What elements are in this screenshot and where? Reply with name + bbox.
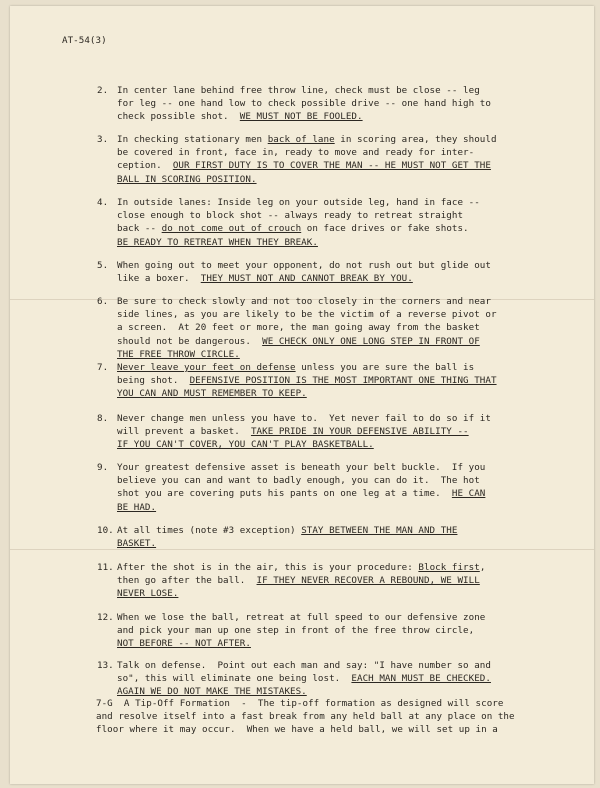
text-line: 7-G A Tip-Off Formation - The tip-off formation as designed will score: [96, 698, 504, 709]
section-7g-paragraph: [96, 697, 556, 737]
point-number: 8.: [97, 413, 109, 424]
text-segment: side lines, as you are likely to be the victim of a reverse pivot or: [117, 309, 497, 321]
point-number: 6.: [97, 296, 109, 307]
text-line: [117, 501, 557, 514]
underlined-text: NEVER LOSE.: [117, 588, 179, 600]
coaching-point: [97, 561, 557, 601]
underlined-text: BASKET.: [117, 538, 157, 550]
text-line: [117, 537, 557, 550]
text-segment: then go after the ball.: [117, 575, 257, 587]
text-line: [117, 348, 557, 361]
coaching-point: [97, 659, 557, 699]
underlined-text: back of lane: [267, 134, 335, 145]
underlined-text: Block first: [418, 562, 480, 573]
text-segment: for leg -- one hand low to check possible drive -- one hand high to: [117, 98, 491, 110]
point-number: 9.: [97, 462, 109, 473]
underlined-text: WE CHECK ONLY ONE LONG STEP IN FRONT OF: [262, 335, 480, 347]
text-segment: on face drives or fake shots.: [301, 223, 469, 235]
text-segment: unless you are sure the ball is: [295, 362, 475, 373]
underlined-text: BALL IN SCORING POSITION.: [117, 173, 257, 185]
text-segment: Never change men unless you have to. Yet never fail to do so if it: [117, 413, 491, 424]
text-line: [117, 487, 557, 500]
text-line: [117, 461, 557, 474]
text-line: [117, 236, 557, 249]
coaching-point: [97, 461, 557, 514]
text-line: [117, 524, 557, 537]
text-line: [117, 624, 557, 637]
text-segment: ception.: [117, 160, 173, 172]
point-number: 3.: [97, 134, 109, 145]
text-line: [117, 110, 557, 123]
text-line: [117, 587, 557, 600]
underlined-text: do not come out of crouch: [161, 223, 302, 235]
underlined-text: HE CAN: [451, 488, 486, 500]
point-number: 7.: [97, 362, 109, 373]
underlined-text: STAY BETWEEN THE MAN AND THE: [301, 525, 458, 536]
text-segment: check possible shot.: [117, 111, 240, 123]
text-line: [117, 97, 557, 110]
text-segment: be covered in front, face in, ready to move and ready for inter-: [117, 147, 475, 159]
text-line: [117, 146, 557, 159]
underlined-text: THEY MUST NOT AND CANNOT BREAK BY YOU.: [200, 273, 413, 285]
point-number: 10.: [97, 525, 114, 536]
text-line: [117, 272, 557, 285]
text-segment: Your greatest defensive asset is beneath your belt buckle. If you: [117, 462, 486, 473]
text-segment: and pick your man up one step in front of the free throw circle,: [117, 625, 475, 637]
text-line: [117, 425, 557, 438]
text-line: floor where it may occur. When we have a held ball, we will set up in a: [96, 724, 498, 736]
point-number: 13.: [97, 660, 114, 671]
text-segment: will prevent a basket.: [117, 426, 251, 438]
underlined-text: Never leave your feet on defense: [117, 362, 296, 373]
text-segment: so", this will eliminate one being lost.: [117, 673, 352, 685]
text-segment: being shot.: [117, 375, 190, 387]
text-line: [117, 84, 557, 97]
text-line: [117, 561, 557, 574]
coaching-point: [97, 361, 557, 401]
text-line: [117, 412, 557, 425]
coaching-point: [97, 196, 557, 249]
text-segment: After the shot is in the air, this is your procedure:: [117, 562, 419, 573]
text-segment: like a boxer.: [117, 273, 201, 285]
coaching-point: [97, 295, 557, 361]
text-line: [117, 672, 557, 685]
text-line: [117, 361, 557, 374]
underlined-text: DEFENSIVE POSITION IS THE MOST IMPORTANT ONE THING THAT: [189, 375, 497, 387]
text-line: [117, 133, 557, 146]
underlined-text: YOU CAN AND MUST REMEMBER TO KEEP.: [117, 388, 307, 400]
coaching-point: [97, 84, 557, 124]
text-line: [117, 438, 557, 451]
text-line: [117, 574, 557, 587]
text-line: and resolve itself into a fast break from any held ball at any place on the: [96, 711, 515, 723]
point-number: 11.: [97, 562, 114, 573]
text-segment: In checking stationary men: [117, 134, 268, 145]
text-line: [117, 196, 557, 209]
coaching-point: [97, 133, 557, 186]
text-line: [117, 159, 557, 172]
text-line: [117, 222, 557, 235]
underlined-text: IF YOU CAN'T COVER, YOU CAN'T PLAY BASKETBALL.: [117, 439, 374, 451]
text-line: [117, 295, 557, 308]
text-line: [117, 611, 557, 624]
underlined-text: BE READY TO RETREAT WHEN THEY BREAK.: [117, 236, 318, 248]
text-segment: shot you are covering puts his pants on one leg at a time.: [117, 488, 452, 500]
text-segment: When we lose the ball, retreat at full speed to our defensive zone: [117, 612, 486, 623]
text-segment: a screen. At 20 feet or more, the man going away from the basket: [117, 322, 480, 334]
coaching-point: [97, 259, 557, 285]
underlined-text: BE HAD.: [117, 501, 157, 513]
text-segment: in scoring area, they should: [334, 134, 497, 145]
text-line: [117, 321, 557, 334]
underlined-text: EACH MAN MUST BE CHECKED.: [351, 673, 491, 685]
coaching-point: [97, 412, 557, 452]
underlined-text: AGAIN WE DO NOT MAKE THE MISTAKES.: [117, 686, 307, 698]
point-number: 5.: [97, 260, 109, 271]
text-segment: At all times (note #3 exception): [117, 525, 302, 536]
text-line: [117, 308, 557, 321]
text-segment: When going out to meet your opponent, do not rush out but glide out: [117, 260, 491, 271]
text-segment: close enough to block shot -- always ready to retreat straight: [117, 210, 464, 222]
point-number: 12.: [97, 612, 114, 623]
text-segment: Talk on defense. Point out each man and say: "I have number so and: [117, 660, 491, 671]
text-segment: In outside lanes: Inside leg on your outside leg, hand in face --: [117, 197, 480, 208]
text-line: [117, 659, 557, 672]
point-number: 2.: [97, 85, 109, 96]
text-line: [117, 335, 557, 348]
text-segment: Be sure to check slowly and not too closely in the corners and near: [117, 296, 491, 307]
text-segment: ,: [479, 562, 486, 573]
text-line: [117, 374, 557, 387]
underlined-text: OUR FIRST DUTY IS TO COVER THE MAN -- HE MUST NOT GET THE: [172, 160, 491, 172]
underlined-text: NOT BEFORE -- NOT AFTER.: [117, 638, 251, 650]
coaching-point: [97, 611, 557, 651]
text-line: [117, 259, 557, 272]
text-segment: should not be dangerous.: [117, 335, 263, 347]
text-line: [117, 387, 557, 400]
document-id: AT-54(3): [62, 35, 107, 46]
text-line: [117, 209, 557, 222]
text-line: [117, 474, 557, 487]
text-line: [117, 173, 557, 186]
coaching-point: [97, 524, 557, 550]
point-number: 4.: [97, 197, 109, 208]
underlined-text: IF THEY NEVER RECOVER A REBOUND, WE WILL: [256, 575, 480, 587]
text-segment: believe you can and want to badly enough, you can do it. The hot: [117, 475, 480, 487]
text-line: [117, 637, 557, 650]
underlined-text: TAKE PRIDE IN YOUR DEFENSIVE ABILITY --: [250, 426, 469, 438]
underlined-text: THE FREE THROW CIRCLE.: [117, 348, 240, 360]
underlined-text: WE MUST NOT BE FOOLED.: [239, 111, 363, 123]
text-segment: back --: [117, 223, 162, 235]
text-segment: In center lane behind free throw line, check must be close -- leg: [117, 85, 480, 96]
